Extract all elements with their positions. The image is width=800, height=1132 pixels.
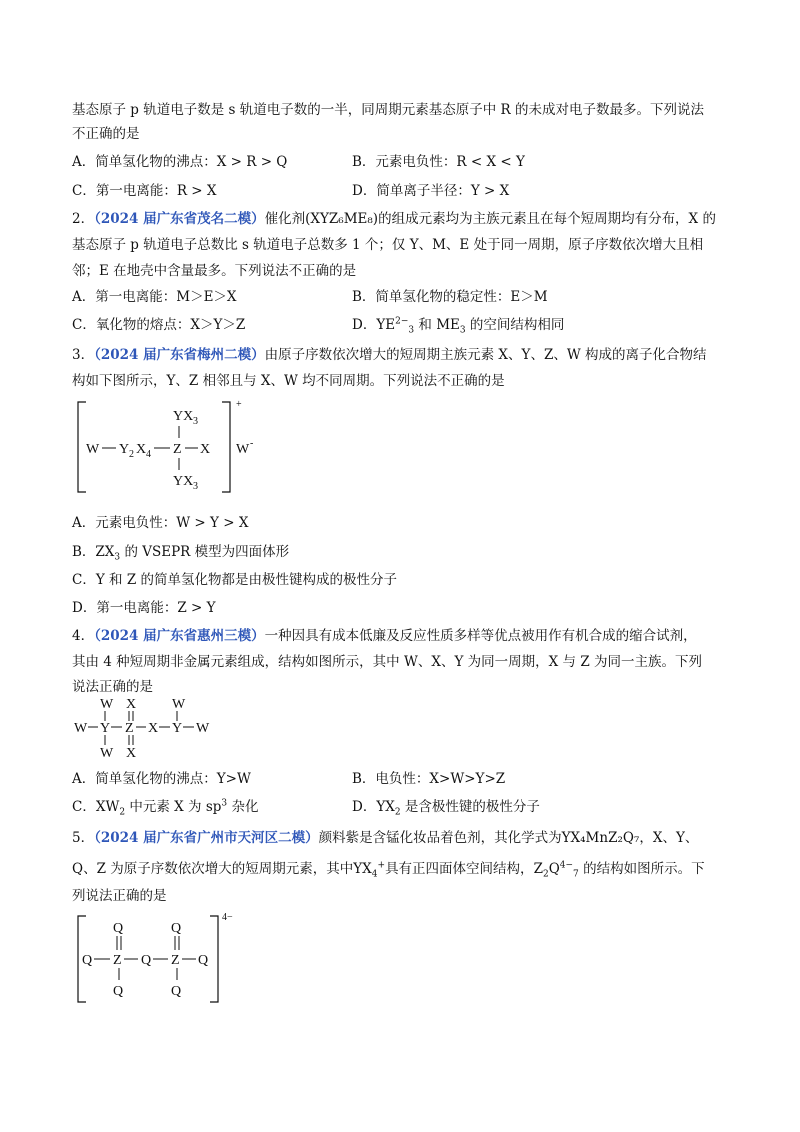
q2-source: （2024 届广东省茂名二模）	[94, 211, 265, 227]
svg-text:3: 3	[193, 481, 198, 492]
q2-option-d: D．$YE^{2-}_3$ 和 $ME_3$ 的空间结构相同	[352, 316, 565, 336]
svg-text:X: X	[126, 697, 137, 712]
q3-option-c: C．Y 和 Z 的简单氢化物都是由极性键构成的极性分子	[72, 572, 397, 588]
svg-text:Q: Q	[171, 921, 182, 936]
q4-structure-diagram	[74, 694, 224, 760]
q3-source: （2024 届广东省梅州二模）	[94, 347, 265, 363]
q2-stem-line1	[72, 207, 716, 227]
svg-text:Q: Q	[113, 921, 124, 936]
q4-option-c: C．$XW_2$ 中元素 X 为 $sp^3$ 杂化	[72, 798, 259, 818]
q4-stem-line1	[72, 624, 697, 644]
svg-text:W: W	[100, 746, 114, 760]
q4-source: （2024 届广东省惠州三模）	[94, 628, 265, 644]
q3-option-b: B．$ZX_3$ 的 VSEPR 模型为四面体形	[72, 544, 290, 563]
svg-text:3: 3	[193, 416, 198, 427]
q3-number: 3．	[72, 347, 95, 363]
q3-left-atom: W	[86, 442, 100, 457]
q3-stem-line1	[72, 343, 707, 363]
svg-text:2: 2	[129, 449, 134, 460]
q5-stem-line1: 5．（2024 届广东省广州市天河区二模）颜料紫是含锰化妆品着色剂，其化学式为YX₄MnZ₂Q₇，X、Y、	[72, 830, 699, 846]
q1-option-d: D．简单离子半径：Y > X	[352, 183, 510, 199]
svg-text:W: W	[196, 721, 210, 736]
q5-charge: 4−	[222, 912, 233, 923]
q1-stem-line1: 基态原子 p 轨道电子数是 s 轨道电子数的一半，同周期元素基态原子中 R 的未成对电子数最多。下列说法	[72, 102, 704, 118]
q4-stem-line2: 其由 4 种短周期非金属元素组成，结构如图所示，其中 W、X、Y 为同一周期，X 与 Z 为同一主族。下列	[72, 654, 703, 670]
q2-stem-text: 催化剂(XYZ₆ME₈)的组成元素均为主族元素且在每个短周期均有分布，X 的	[264, 211, 716, 227]
svg-text:Q: Q	[113, 984, 124, 999]
q1-option-a: A．简单氢化物的沸点：X > R > Q	[72, 154, 288, 170]
q4-option-b: B．电负性：X>W>Y>Z	[352, 771, 506, 787]
q3-center-atom: Z	[173, 442, 182, 457]
q5-stem-line2: Q、Z 为原子序数依次增大的短周期元素，其中$YX_4^+$具有正四面体空间结构，$Z_2Q^{4-}_7$ 的结构如图所示。下	[72, 860, 705, 880]
svg-text:Q: Q	[198, 953, 209, 968]
svg-text:Y: Y	[119, 442, 130, 457]
svg-text:X: X	[200, 442, 211, 457]
q4-stem-line3: 说法正确的是	[72, 679, 153, 695]
q3-stem-line2: 构如下图所示，Y、Z 相邻且与 X、W 均不同周期。下列说法不正确的是	[72, 373, 505, 389]
svg-text:Z: Z	[125, 721, 134, 736]
q4-number: 4．	[72, 628, 95, 644]
q5-number: 5．	[72, 830, 95, 846]
q5-stem-text: 颜料紫是含锰化妆品着色剂，其化学式为	[318, 830, 562, 846]
q3-stem-text: 由原子序数依次增大的短周期主族元素 X、Y、Z、W 构成的离子化合物结	[264, 347, 707, 363]
svg-text:W: W	[172, 697, 186, 712]
q4-option-d: D．$YX_2$ 是含极性键的极性分子	[352, 799, 540, 818]
q2-option-b: B．简单氢化物的稳定性：E＞M	[352, 289, 548, 305]
svg-text:X: X	[126, 746, 137, 760]
q4-stem-text: 一种因具有成本低廉及反应性质多样等优点被用作有机合成的缩合试剂，	[264, 628, 697, 644]
q3-top-group: YX	[173, 409, 194, 424]
q5-source: （2024 届广东省广州市天河区二模）	[94, 830, 319, 846]
svg-text:-: -	[250, 438, 254, 449]
q3-charge: +	[236, 399, 242, 410]
q2-option-a: A．第一电离能：M＞E＞X	[72, 289, 237, 305]
q1-option-c: C．第一电离能：R > X	[72, 183, 217, 199]
svg-text:Q: Q	[141, 953, 152, 968]
q2-stem-line2: 基态原子 p 轨道电子总数比 s 轨道电子总数多 1 个；仅 Y、M、E 处于同一周期，原子序数依次增大且相	[72, 237, 704, 253]
svg-text:Y: Y	[100, 721, 111, 736]
q2-option-c: C．氧化物的熔点：X＞Y＞Z	[72, 317, 246, 333]
q5-structure-diagram	[72, 908, 262, 1008]
q5-formula: YX₄MnZ₂Q₇	[561, 830, 640, 846]
svg-text:X: X	[148, 721, 159, 736]
svg-text:X: X	[136, 442, 147, 457]
q3-bottom-group: YX	[173, 474, 194, 489]
svg-text:4: 4	[146, 449, 151, 460]
q3-option-d: D．第一电离能：Z > Y	[72, 600, 216, 616]
q2-number: 2．	[72, 211, 95, 227]
q5-stem-line3: 列说法正确的是	[72, 888, 167, 904]
q2-stem-line3: 邻；E 在地壳中含量最多。下列说法不正确的是	[72, 263, 357, 279]
svg-text:Z: Z	[171, 953, 180, 968]
svg-text:Z: Z	[113, 953, 122, 968]
q3-option-a: A．元素电负性：W > Y > X	[72, 515, 249, 531]
q1-option-b: B．元素电负性：R < X < Y	[352, 154, 525, 170]
q1-stem-line2: 不正确的是	[72, 126, 140, 142]
svg-text:Y: Y	[172, 721, 183, 736]
svg-text:W: W	[74, 721, 88, 736]
svg-text:Q: Q	[82, 953, 93, 968]
q3-structure-diagram	[72, 396, 292, 498]
svg-text:Q: Q	[171, 984, 182, 999]
q3-counter-ion: W	[236, 442, 250, 457]
svg-text:W: W	[100, 697, 114, 712]
q4-option-a: A．简单氢化物的沸点：Y>W	[72, 771, 251, 787]
